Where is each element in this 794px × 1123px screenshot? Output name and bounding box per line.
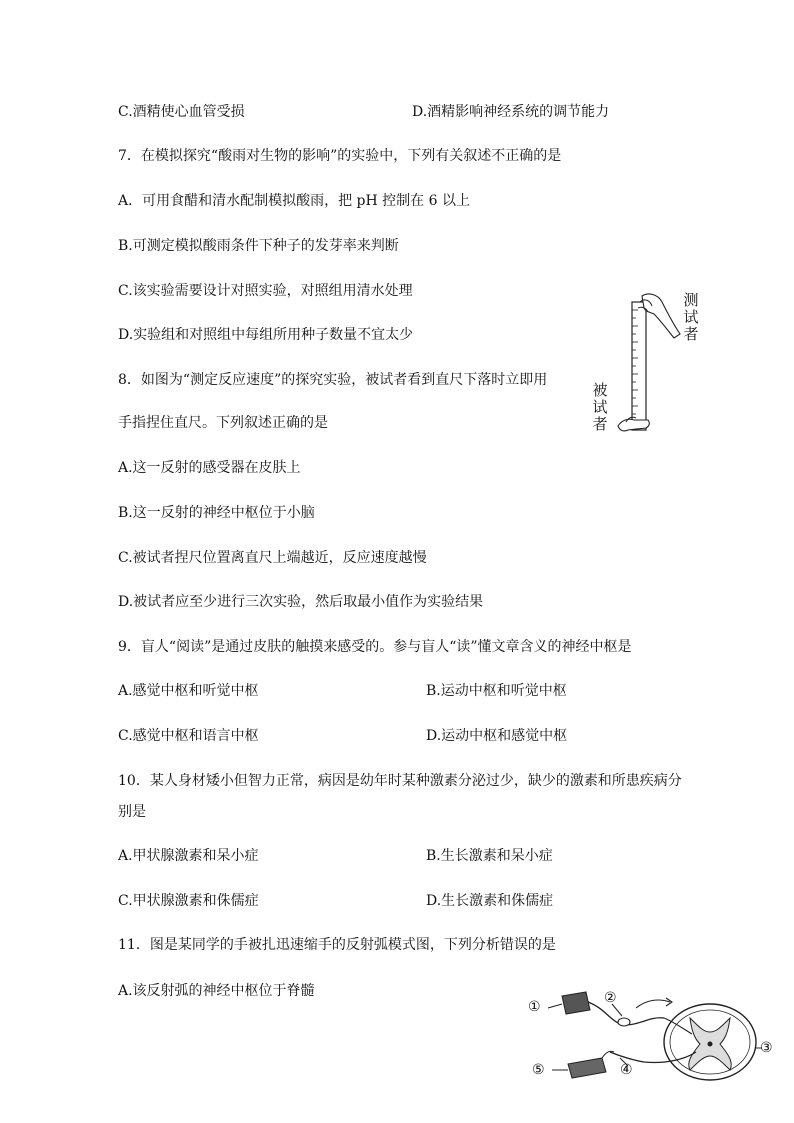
q6-option-d: D.酒精影响神经系统的调节能力 — [412, 104, 610, 120]
q9-stem: 9．盲人“阅读”是通过皮肤的触摸来感受的。参与盲人“读”懂文章含义的神经中枢是 — [118, 639, 632, 655]
tester-label-char: 测 — [683, 291, 699, 309]
reflex-label-4: ④ — [620, 1062, 633, 1078]
q8-option-a: A.这一反射的感受器在皮肤上 — [118, 460, 301, 476]
tester-label — [681, 292, 701, 343]
q8-option-c: C.被试者捏尺位置离直尺上端越近，反应速度越慢 — [118, 550, 427, 566]
q10-stem-line1: 10．某人身材矮小但智力正常，病因是幼年时某种激素分泌过少，缺少的激素和所患疾病分 — [118, 773, 682, 789]
subject-label — [590, 382, 610, 433]
reflex-label-5: ⑤ — [532, 1062, 545, 1078]
q10-option-b: B.生长激素和呆小症 — [426, 848, 553, 864]
reflex-label-3: ③ — [760, 1040, 773, 1056]
subject-label-char: 被 — [592, 381, 608, 399]
q9-option-c: C.感觉中枢和语言中枢 — [118, 728, 259, 744]
ruler-reaction-figure — [588, 288, 704, 438]
tester-label-char: 者 — [683, 325, 699, 343]
q8-option-d: D.被试者应至少进行三次实验，然后取最小值作为实验结果 — [118, 594, 484, 610]
q7-option-a: A．可用食醋和清水配制模拟酸雨，把 pH 控制在 6 以上 — [118, 193, 470, 209]
q7-option-b: B.可测定模拟酸雨条件下种子的发芽率来判断 — [118, 238, 399, 254]
q7-stem: 7．在模拟探究“酸雨对生物的影响”的实验中，下列有关叙述不正确的是 — [118, 148, 562, 164]
q7-option-d: D.实验组和对照组中每组所用种子数量不宜太少 — [118, 327, 414, 343]
q6-option-c: C.酒精使心血管受损 — [118, 104, 245, 120]
subject-label-char: 试 — [592, 398, 608, 416]
q8-stem-line2: 手指捏住直尺。下列叙述正确的是 — [118, 415, 328, 431]
q7-option-c: C.该实验需要设计对照实验，对照组用清水处理 — [118, 283, 413, 299]
q10-option-a: A.甲状腺激素和呆小症 — [118, 848, 259, 864]
q8-stem-line1: 8．如图为“测定反应速度”的探究实验，被试者看到直尺下落时立即用 — [118, 372, 548, 388]
q9-option-a: A.感觉中枢和听觉中枢 — [118, 683, 259, 699]
q10-option-c: C.甲状腺激素和侏儒症 — [118, 893, 259, 909]
q10-stem-line2: 别是 — [118, 804, 146, 820]
reflex-label-2: ② — [604, 990, 617, 1006]
q9-option-b: B.运动中枢和听觉中枢 — [426, 683, 567, 699]
q11-option-a: A.该反射弧的神经中枢位于脊髓 — [118, 983, 315, 999]
q11-stem: 11．图是某同学的手被扎迅速缩手的反射弧模式图，下列分析错误的是 — [118, 937, 556, 953]
subject-label-char: 者 — [592, 415, 608, 433]
tester-label-char: 试 — [683, 308, 699, 326]
reflex-arc-illustration — [524, 988, 780, 1084]
reflex-label-1: ① — [528, 999, 541, 1015]
q8-option-b: B.这一反射的神经中枢位于小脑 — [118, 505, 315, 521]
reflex-arc-figure — [524, 988, 780, 1084]
q10-option-d: D.生长激素和侏儒症 — [426, 893, 554, 909]
q9-option-d: D.运动中枢和感觉中枢 — [426, 728, 568, 744]
